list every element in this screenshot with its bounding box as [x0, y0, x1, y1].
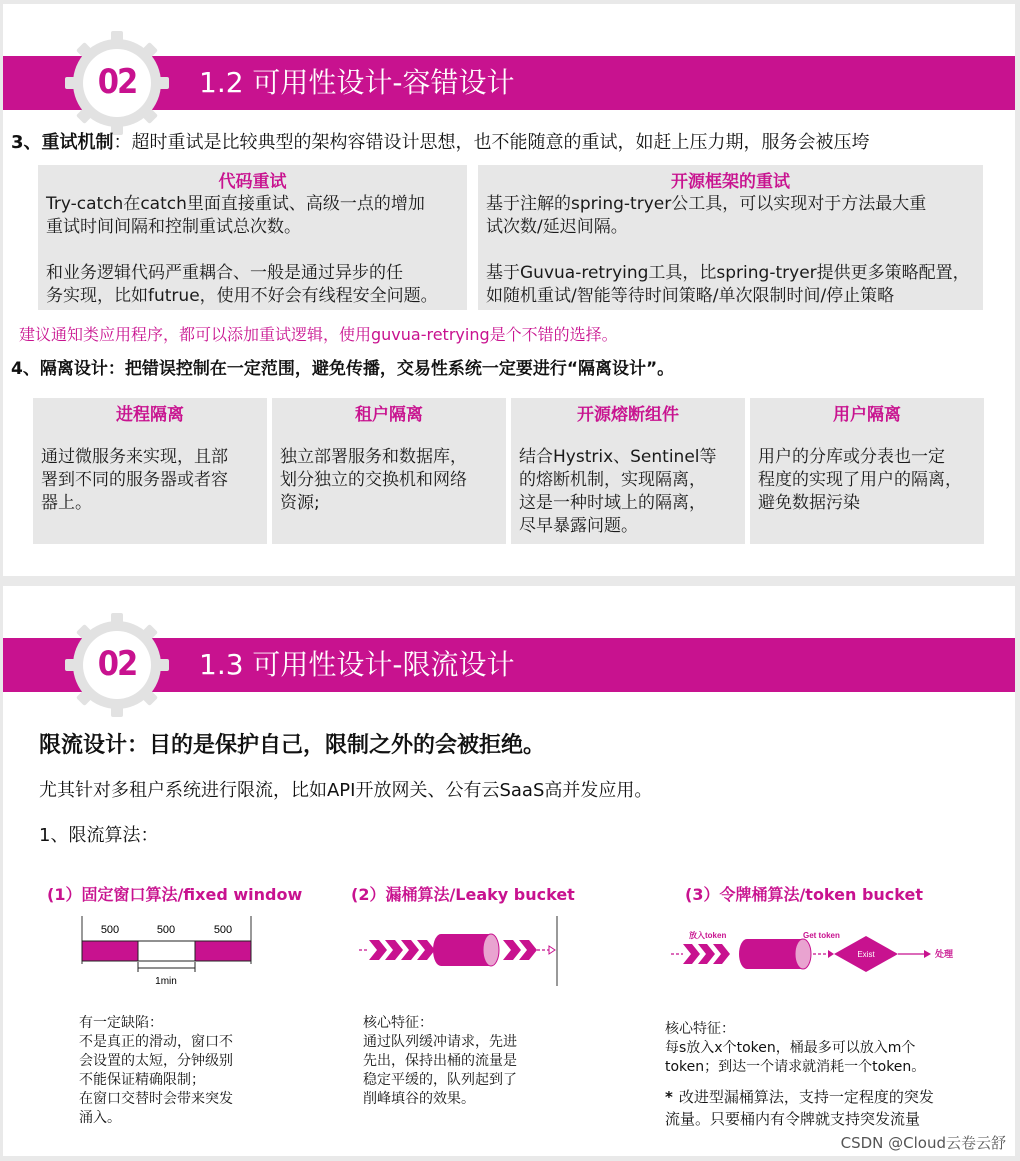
algorithm-label: 1、限流算法： [39, 825, 159, 846]
isolation-box-circuit-breaker: 开源熔断组件 结合Hystrix、Sentinel等 的熔断机制，实现隔离， 这是一种时域上的隔离， 尽早暴露问题。 [511, 398, 745, 544]
suggestion-text: 建议通知类应用程序，都可以添加重试逻辑，使用guvua-retrying是个不错的选择。 [19, 325, 618, 344]
watermark: CSDN @Cloud云卷云舒 [840, 1134, 1006, 1152]
slide-fault-tolerance [3, 4, 1015, 576]
code-retry-body: Try-catch在catch里面直接重试、高级一点的增加 重试时间间隔和控制重试总次数。 和业务逻辑代码严重耦合、一般是通过异步的任 务实现，比如futrue，使用不好会有线程安全问题。 [46, 194, 438, 306]
slide-title: 1.2 可用性设计-容错设计 [199, 66, 515, 99]
leaky-bucket-desc: 核心特征： 通过队列缓冲请求，先进 先出，保持出桶的流量是 稳定平缓的，队列起到了 削峰填谷的效果。 [363, 1015, 517, 1107]
rate-limit-subtitle: 尤其针对多租户系统进行限流，比如API开放网关、公有云SaaS高并发应用。 [39, 780, 653, 801]
note-star-icon: * [665, 1088, 673, 1106]
code-retry-title: 代码重试 [218, 172, 287, 192]
leaky-bucket-diagram [357, 916, 567, 986]
put-token-label: 放入token [689, 931, 727, 940]
section-number: 02 [97, 644, 137, 684]
exist-label: Exist [857, 950, 875, 959]
framework-retry-box [478, 165, 983, 310]
window-label-1: 500 [100, 924, 120, 936]
token-bucket-title: (3）令牌桶算法/token bucket [685, 885, 923, 904]
isolation-heading: 4、隔离设计：把错误控制在一定范围，避免传播，交易性系统一定要进行“隔离设计”。 [11, 359, 675, 379]
window-label-2: 500 [156, 924, 176, 936]
fixed-window-desc: 有一定缺陷： 不是真正的滑动，窗口不 会设置的太短，分钟级别 不能保证精确限制； 在窗口交替时会带来突发 涌入。 [79, 1015, 233, 1126]
retry-line [11, 128, 870, 154]
get-token-label: Get token [803, 931, 840, 940]
token-bucket-note: * 改进型漏桶算法，支持一定程度的突发 流量。只要桶内有令牌就支持突发流量 [665, 1088, 934, 1128]
gear-icon [65, 31, 169, 135]
leaky-bucket-title: (2）漏桶算法/Leaky bucket [351, 885, 575, 904]
token-bucket-diagram [667, 924, 967, 984]
framework-retry-title: 开源框架的重试 [671, 172, 790, 192]
slide-title: 1.3 可用性设计-限流设计 [199, 648, 515, 681]
isolation-box-tenant: 租户隔离 独立部署服务和数据库， 划分独立的交换机和网络 资源; [272, 398, 506, 544]
retry-heading: 3、重试机制 [11, 132, 114, 153]
token-bucket-desc: 核心特征： 每s放入x个token，桶最多可以放入m个 token；到达一个请求就消耗一个token。 [665, 1021, 926, 1075]
retry-text: ：超时重试是比较典型的架构容错设计思想，也不能随意的重试，如赶上压力期，服务会被压垮 [113, 132, 870, 153]
fixed-window-diagram [77, 916, 257, 992]
interval-label: 1min [155, 976, 177, 987]
isolation-box-user: 用户隔离 用户的分库或分表也一定 程度的实现了用户的隔离， 避免数据污染 [750, 398, 984, 544]
window-label-3: 500 [213, 924, 233, 936]
process-label: 处理 [935, 950, 954, 960]
code-retry-box [38, 165, 467, 310]
isolation-box-process: 进程隔离 通过微服务来实现，且部 署到不同的服务器或者容 器上。 [33, 398, 267, 544]
rate-limit-heading: 限流设计：目的是保护自己，限制之外的会被拒绝。 [39, 733, 546, 758]
gear-icon [65, 613, 169, 717]
framework-retry-body: 基于注解的spring-tryer公工具，可以实现对于方法最大重 试次数/延迟间隔。 基于Guvua-retrying工具，比spring-tryer提供更多策略配置， 如随机重试/智能等待时间策略/单次限制时间/停止策略 [486, 194, 970, 306]
slide-rate-limiting [3, 586, 1015, 1156]
section-number: 02 [97, 62, 137, 102]
fixed-window-title: (1）固定窗口算法/fixed window [47, 885, 303, 904]
